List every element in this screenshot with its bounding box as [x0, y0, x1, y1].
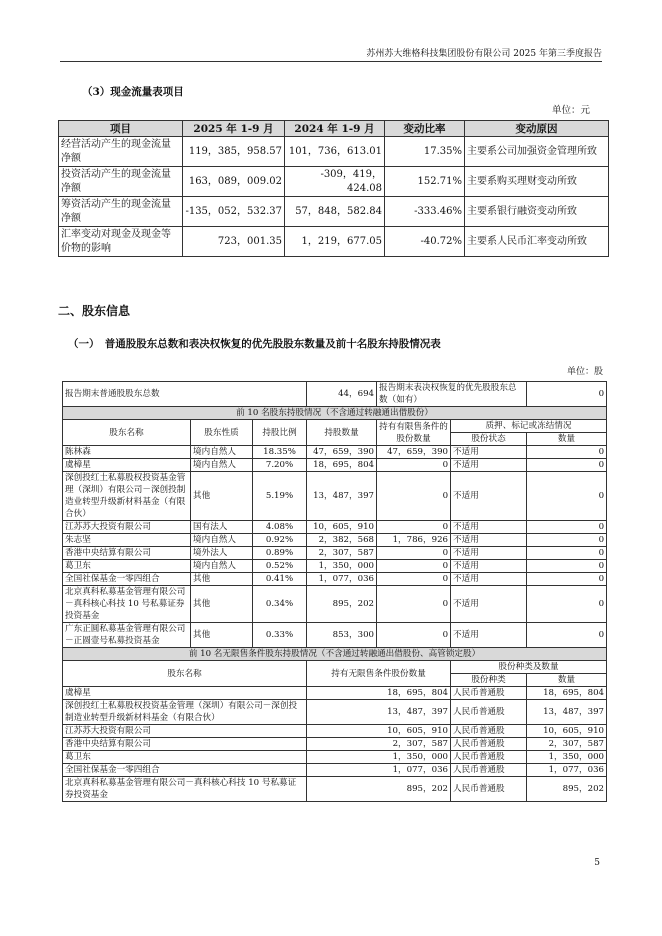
holder-count: 0: [527, 547, 607, 560]
table-row: [63, 725, 607, 738]
holder-ratio: 5.19%: [253, 472, 307, 521]
holder-nature: 境内自然人: [191, 459, 253, 472]
header-cell: 变动原因: [465, 121, 609, 137]
ratio-cell: -40.72%: [385, 227, 465, 257]
holder-status: 不适用: [451, 586, 527, 623]
holder-count: 0: [527, 521, 607, 534]
unres-type: 人民币普通股: [451, 700, 527, 725]
unres-name: 香港中央结算有限公司: [63, 738, 307, 751]
holder-status: 不适用: [451, 446, 527, 459]
col-header-restricted: 持有有限售条件的股份数量: [377, 420, 451, 446]
holder-count: 0: [527, 623, 607, 648]
holder-ratio: 0.33%: [253, 623, 307, 648]
unrestricted-header-row: [63, 661, 607, 674]
unres-header-kind-count: 数量: [527, 674, 607, 687]
holder-qty: 2，307，587: [307, 547, 377, 560]
value-cell: -309，419，424.08: [285, 167, 385, 197]
table-row: [63, 623, 607, 648]
reason-cell: 主要系人民币汇率变动所致: [465, 227, 609, 257]
holder-count: 0: [527, 534, 607, 547]
unres-name: 北京真科私募基金管理有限公司－真科核心科技 10 号私募证券投资基金: [63, 777, 307, 802]
shareholder-unit: 单位：股: [566, 367, 603, 377]
holder-ratio: 0.34%: [253, 586, 307, 623]
unres-qty: 2，307，587: [307, 738, 451, 751]
value-cell: 723，001.35: [183, 227, 285, 257]
top10-title: 前 10 名股东持股情况（不含通过转融通出借股份）: [63, 407, 607, 420]
header-cell: 项目: [59, 121, 183, 137]
holder-status: 不适用: [451, 623, 527, 648]
holder-restricted: 47，659，390: [377, 446, 451, 459]
unres-qty: 1，077，036: [307, 764, 451, 777]
holder-status: 不适用: [451, 472, 527, 521]
holder-restricted: 0: [377, 547, 451, 560]
page-header: 苏州苏大维格科技集团股份有限公司 2025 年第三季度报告: [366, 49, 602, 59]
holder-qty: 2，382，568: [307, 534, 377, 547]
holder-count: 0: [527, 573, 607, 586]
table-row: [63, 560, 607, 573]
holder-nature: 其他: [191, 573, 253, 586]
value-cell: -135，052，532.37: [183, 197, 285, 227]
value-cell: 163，089，009.02: [183, 167, 285, 197]
holder-name: 朱志坚: [63, 534, 191, 547]
holder-restricted: 0: [377, 459, 451, 472]
unrestricted-title: 前 10 名无限售条件股东持股情况（不含通过转融通出借股份、高管锁定股）: [63, 648, 607, 661]
holder-qty: 13，487，397: [307, 472, 377, 521]
holder-ratio: 0.89%: [253, 547, 307, 560]
reason-cell: 主要系公司加强资金管理所致: [465, 137, 609, 167]
holder-ratio: 0.41%: [253, 573, 307, 586]
col-header-status: 股份状态: [451, 433, 527, 446]
holder-nature: 其他: [191, 472, 253, 521]
value-cell: 57，848，582.84: [285, 197, 385, 227]
top10-header-row: [63, 420, 607, 433]
holder-name: 北京真科私募基金管理有限公司－真科核心科技 10 号私募证券投资基金: [63, 586, 191, 623]
reason-cell: 主要系银行融资变动所致: [465, 197, 609, 227]
holder-restricted: 0: [377, 560, 451, 573]
holder-name: 全国社保基金一零四组合: [63, 573, 191, 586]
unres-header-qty: 持有无限售条件股份数量: [307, 661, 451, 687]
shareholder-subsection-title: （一） 普通股股东总数和表决权恢复的优先股股东数量及前十名股东持股情况表: [68, 338, 441, 350]
item-cell: 投资活动产生的现金流量净额: [59, 167, 183, 197]
holder-count: 0: [527, 586, 607, 623]
col-header-pledge: 质押、标记或冻结情况: [451, 420, 607, 433]
holder-count: 0: [527, 459, 607, 472]
unres-name: 江苏苏大投资有限公司: [63, 725, 307, 738]
unres-count: 13，487，397: [527, 700, 607, 725]
value-cell: 101，736，613.01: [285, 137, 385, 167]
holder-qty: 895，202: [307, 586, 377, 623]
header-cell: 2024 年 1-9 月: [285, 121, 385, 137]
holder-count: 0: [527, 472, 607, 521]
header-cell: 变动比率: [385, 121, 465, 137]
item-cell: 筹资活动产生的现金流量净额: [59, 197, 183, 227]
holder-name: 香港中央结算有限公司: [63, 547, 191, 560]
table-row: [59, 197, 609, 227]
ratio-cell: 152.71%: [385, 167, 465, 197]
ratio-cell: -333.46%: [385, 197, 465, 227]
top10-title-row: [63, 407, 607, 420]
unres-header-kind-type: 股份种类: [451, 674, 527, 687]
total-holders-value: 44，694: [307, 382, 377, 407]
table-row: [63, 521, 607, 534]
holder-qty: 18，695，804: [307, 459, 377, 472]
holder-count: 0: [527, 560, 607, 573]
unres-count: 2，307，587: [527, 738, 607, 751]
holder-qty: 10，605，910: [307, 521, 377, 534]
table-row: [59, 137, 609, 167]
ratio-cell: 17.35%: [385, 137, 465, 167]
holder-nature: 境内自然人: [191, 534, 253, 547]
unrestricted-title-row: [63, 648, 607, 661]
unres-header-kind: 股份种类及数量: [451, 661, 607, 674]
holder-status: 不适用: [451, 547, 527, 560]
cashflow-section-title: （3）现金流量表项目: [82, 86, 184, 98]
preferred-holders-value: 0: [527, 382, 607, 407]
unres-type: 人民币普通股: [451, 764, 527, 777]
item-cell: 经营活动产生的现金流量净额: [59, 137, 183, 167]
table-row: [63, 751, 607, 764]
holder-ratio: 18.35%: [253, 446, 307, 459]
page-number: 5: [594, 858, 600, 868]
holder-restricted: 0: [377, 472, 451, 521]
unres-header-name: 股东名称: [63, 661, 307, 687]
unres-type: 人民币普通股: [451, 777, 527, 802]
shareholder-table: [62, 381, 607, 802]
holder-nature: 国有法人: [191, 521, 253, 534]
holder-status: 不适用: [451, 560, 527, 573]
table-row: [63, 738, 607, 751]
cashflow-unit: 单位：元: [551, 105, 590, 116]
reason-cell: 主要系购买理财变动所致: [465, 167, 609, 197]
col-header-nature: 股东性质: [191, 420, 253, 446]
holder-ratio: 4.08%: [253, 521, 307, 534]
holder-qty: 1，077，036: [307, 573, 377, 586]
unres-count: 1，077，036: [527, 764, 607, 777]
holder-name: 陈林森: [63, 446, 191, 459]
holder-restricted: 0: [377, 521, 451, 534]
holder-status: 不适用: [451, 534, 527, 547]
value-cell: 119，385，958.57: [183, 137, 285, 167]
table-row: [63, 547, 607, 560]
table-row: [59, 167, 609, 197]
unres-count: 895，202: [527, 777, 607, 802]
table-row: [63, 573, 607, 586]
unres-qty: 895，202: [307, 777, 451, 802]
holder-restricted: 0: [377, 573, 451, 586]
holder-nature: 其他: [191, 623, 253, 648]
holder-name: 广东正圆私募基金管理有限公司－正圆壹号私募投资基金: [63, 623, 191, 648]
holder-nature: 境外法人: [191, 547, 253, 560]
unres-name: 全国社保基金一零四组合: [63, 764, 307, 777]
unres-count: 1，350，000: [527, 751, 607, 764]
table-row: [63, 534, 607, 547]
table-row: [63, 472, 607, 521]
holder-qty: 1，350，000: [307, 560, 377, 573]
item-cell: 汇率变动对现金及现金等价物的影响: [59, 227, 183, 257]
cashflow-header-row: [59, 121, 609, 137]
table-row: [63, 446, 607, 459]
col-header-count: 数量: [527, 433, 607, 446]
header-divider: [60, 61, 602, 62]
table-row: [63, 586, 607, 623]
unres-qty: 10，605，910: [307, 725, 451, 738]
cashflow-table: [58, 120, 609, 257]
holder-ratio: 0.52%: [253, 560, 307, 573]
unres-name: 葛卫东: [63, 751, 307, 764]
holder-nature: 其他: [191, 586, 253, 623]
holder-ratio: 0.92%: [253, 534, 307, 547]
holder-restricted: 0: [377, 586, 451, 623]
holder-ratio: 7.20%: [253, 459, 307, 472]
unres-qty: 1，350，000: [307, 751, 451, 764]
holder-nature: 境内自然人: [191, 446, 253, 459]
unres-qty: 13，487，397: [307, 700, 451, 725]
holder-status: 不适用: [451, 521, 527, 534]
unres-qty: 18，695，804: [307, 687, 451, 700]
shareholder-section-title: 二、股东信息: [58, 304, 131, 318]
unres-type: 人民币普通股: [451, 751, 527, 764]
holder-count: 0: [527, 446, 607, 459]
col-header-name: 股东名称: [63, 420, 191, 446]
holder-nature: 境内自然人: [191, 560, 253, 573]
table-row: [63, 764, 607, 777]
total-holders-row: [63, 382, 607, 407]
holder-name: 葛卫东: [63, 560, 191, 573]
holder-name: 深创投红土私募股权投资基金管理（深圳）有限公司－深创投制造业转型升级新材料基金（有限合伙）: [63, 472, 191, 521]
table-row: [59, 227, 609, 257]
preferred-holders-label: 报告期末表决权恢复的优先股股东总数（如有）: [377, 382, 527, 407]
holder-qty: 853，300: [307, 623, 377, 648]
col-header-qty: 持股数量: [307, 420, 377, 446]
holder-name: 江苏苏大投资有限公司: [63, 521, 191, 534]
holder-status: 不适用: [451, 459, 527, 472]
holder-qty: 47，659，390: [307, 446, 377, 459]
value-cell: 1，219，677.05: [285, 227, 385, 257]
header-cell: 2025 年 1-9 月: [183, 121, 285, 137]
table-row: [63, 687, 607, 700]
holder-status: 不适用: [451, 573, 527, 586]
table-row: [63, 459, 607, 472]
unres-count: 18，695，804: [527, 687, 607, 700]
unres-count: 10，605，910: [527, 725, 607, 738]
holder-restricted: 0: [377, 623, 451, 648]
holder-restricted: 1，786，926: [377, 534, 451, 547]
holder-name: 虞樟星: [63, 459, 191, 472]
total-holders-label: 报告期末普通股股东总数: [63, 382, 307, 407]
unres-type: 人民币普通股: [451, 725, 527, 738]
unres-type: 人民币普通股: [451, 687, 527, 700]
unres-name: 虞樟星: [63, 687, 307, 700]
unres-type: 人民币普通股: [451, 738, 527, 751]
table-row: [63, 700, 607, 725]
unres-name: 深创投红土私募股权投资基金管理（深圳）有限公司－深创投制造业转型升级新材料基金（有限合伙）: [63, 700, 307, 725]
col-header-ratio: 持股比例: [253, 420, 307, 446]
table-row: [63, 777, 607, 802]
